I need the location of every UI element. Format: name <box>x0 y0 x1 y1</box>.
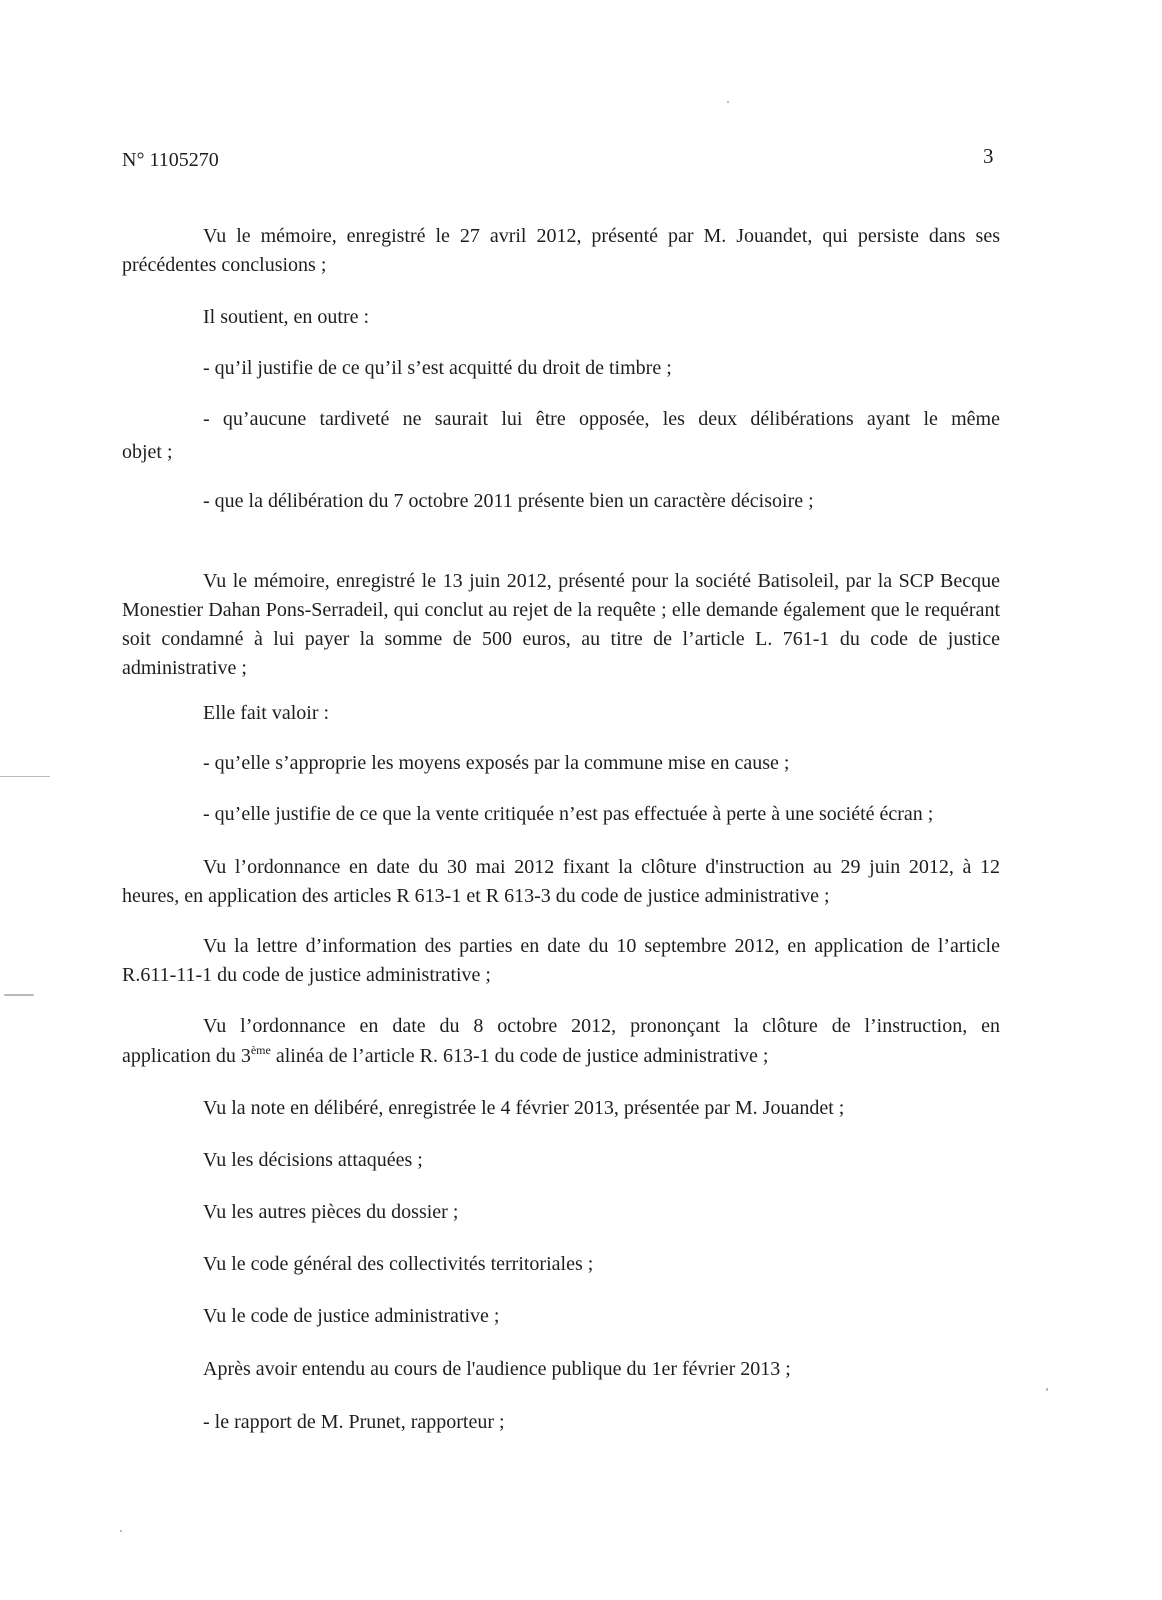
paragraph-tardivete-line1: - qu’aucune tardiveté ne saurait lui être opposée, les deux délibérations ayant le même <box>203 408 1000 430</box>
paragraph-il-soutient: Il soutient, en outre : <box>203 306 370 328</box>
paragraph-rapport-prunet: - le rapport de M. Prunet, rapporteur ; <box>203 1411 505 1433</box>
scan-speck <box>727 101 729 103</box>
paragraph-tardivete-line2: objet ; <box>122 441 173 463</box>
paragraph-code-collectivites: Vu le code général des collectivités territoriales ; <box>203 1253 594 1275</box>
paragraph-memoire-juin: Vu le mémoire, enregistré le 13 juin 2012, présenté pour la société Batisoleil, par la SCP Becque Monestier Dahan Pons-Serradeil, qui conclut au rejet de la requête ; elle demande également que le requérant soit condamné à lui payer la somme de 500 euros, au titre de l’article L. 761-1 du code de justice administrative ; <box>122 570 1000 679</box>
paragraph-ordonnance-octobre-line1: Vu l’ordonnance en date du 8 octobre 2012, prononçant la clôture de l’instruction, en <box>203 1015 1000 1037</box>
paragraph-moyens-exposes: - qu’elle s’approprie les moyens exposés par la commune mise en cause ; <box>203 752 790 774</box>
scan-speck <box>0 776 50 777</box>
paragraph-lettre-information: Vu la lettre d’information des parties en date du 10 septembre 2012, en application de l’article R.611-11-1 du code de justice administrative ; <box>122 935 1000 986</box>
page-number: 3 <box>983 144 994 168</box>
scan-speck <box>4 994 34 996</box>
paragraph-memoire-avril: Vu le mémoire, enregistré le 27 avril 2012, présenté par M. Jouandet, qui persiste dans ses précédentes conclusions ; <box>122 225 1000 276</box>
paragraph-droit-timbre: - qu’il justifie de ce qu’il s’est acquitté du droit de timbre ; <box>203 357 672 379</box>
paragraph-caractere-decisoire: - que la délibération du 7 octobre 2011 présente bien un caractère décisoire ; <box>203 490 814 512</box>
paragraph-decisions-attaquees: Vu les décisions attaquées ; <box>203 1149 423 1171</box>
case-number: N° 1105270 <box>122 149 219 171</box>
paragraph-ordonnance-mai: Vu l’ordonnance en date du 30 mai 2012 fixant la clôture d'instruction au 29 juin 2012, à 12 heures, en application des articles R 613-1 et R 613-3 du code de justice administrative ; <box>122 856 1000 907</box>
paragraph-code-justice: Vu le code de justice administrative ; <box>203 1305 500 1327</box>
paragraph-pieces-dossier: Vu les autres pièces du dossier ; <box>203 1201 459 1223</box>
scan-speck <box>1046 1388 1048 1391</box>
paragraph-audience-publique: Après avoir entendu au cours de l'audience publique du 1er février 2013 ; <box>203 1358 791 1380</box>
paragraph-societe-ecran: - qu’elle justifie de ce que la vente critiquée n’est pas effectuée à perte à une société écran ; <box>203 803 934 825</box>
scan-speck <box>120 1530 122 1532</box>
paragraph-ordonnance-octobre-line2: application du 3ème alinéa de l’article R. 613-1 du code de justice administrative ; <box>122 1043 769 1067</box>
paragraph-elle-fait-valoir: Elle fait valoir : <box>203 702 330 724</box>
paragraph-note-delibere: Vu la note en délibéré, enregistrée le 4 février 2013, présentée par M. Jouandet ; <box>203 1097 845 1119</box>
